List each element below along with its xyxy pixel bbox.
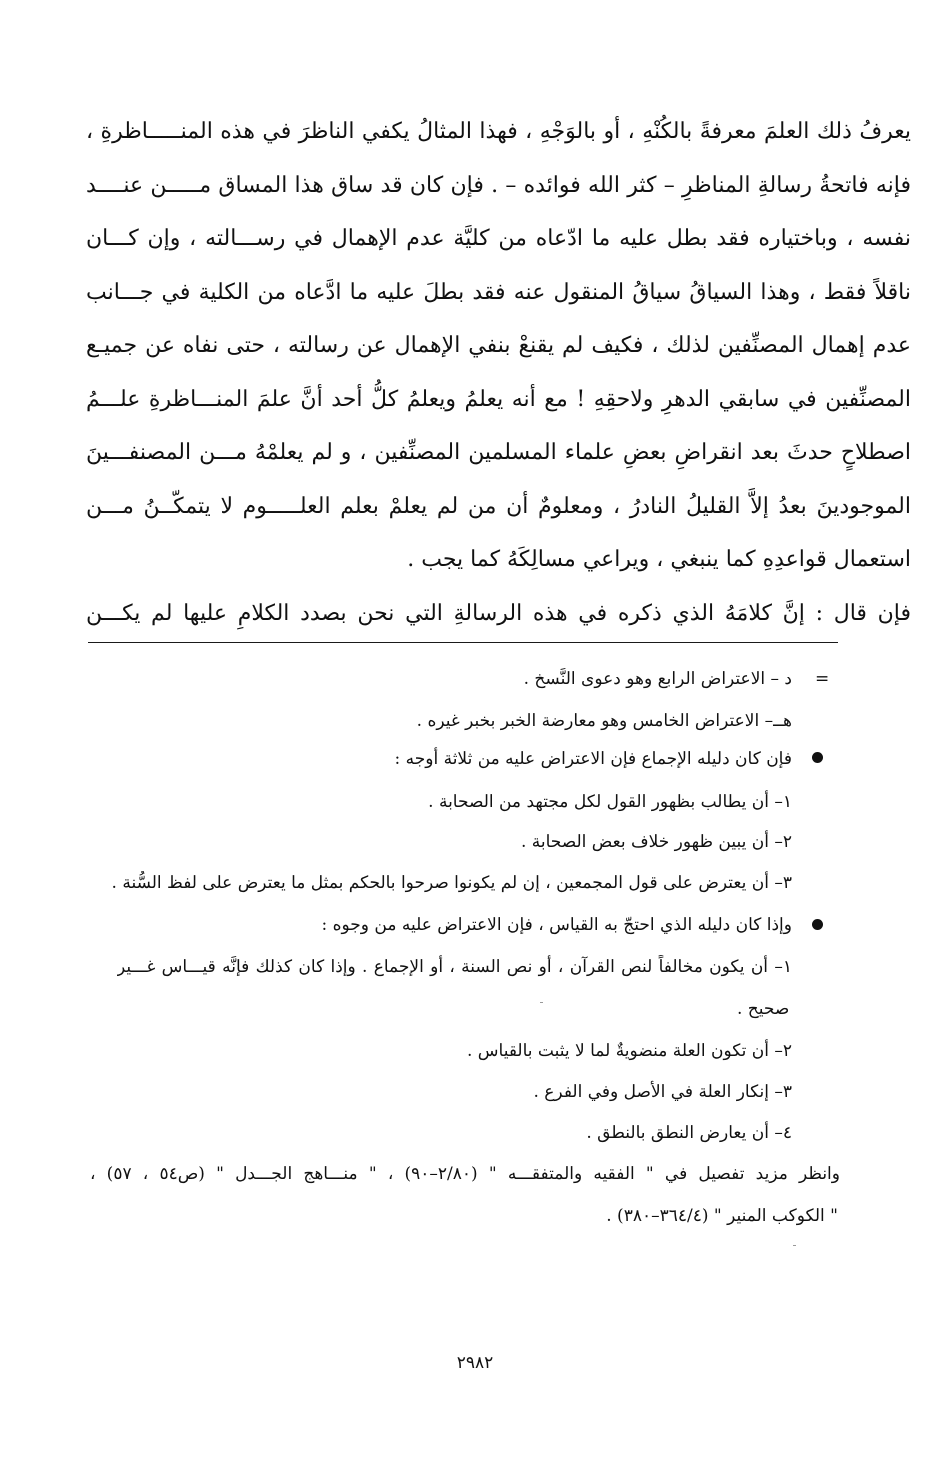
main-text-line: فإن قال : إنَّ كلامَهُ الذي ذكره في هذه الرسالةِ التي نحن بصدد الكلامِ عليها لم يكـــن: [86, 600, 911, 626]
main-text-line: عدم إهمال المصنِّفين لذلك ، فكيف لم يقنعْ بنفي الإهمال عن رسالته ، حتى نفاه عن جميـع: [86, 333, 911, 358]
bullet-icon: [812, 919, 823, 930]
footnote-ijma-item: ٣– أن يعترض على قول المجمعين ، إن لم يكونوا صرحوا بالحكم بمثل ما يعترض على لفظ السُّنة .: [111, 873, 792, 893]
footnote-continuation-mark: =: [815, 669, 830, 689]
page-number: ٢٩٨٢: [456, 1353, 494, 1373]
main-text-line: اصطلاحٍ حدثَ بعد انقراضِ بعضِ علماء المسلمين المصنِّفين ، و لم يعلمْهُ مـــن المصنفـــينَ: [86, 440, 911, 465]
footnote-qiyas-item: ٤– أن يعارض النطق بالنطق .: [586, 1123, 792, 1143]
footnote-ijma-intro: فإن كان دليله الإجماع فإن الاعتراض عليه من ثلاثة أوجه :: [394, 749, 792, 769]
main-text-line: استعمال قواعدِهِ كما ينبغي ، ويراعي مسالِكَهُ كما يجب .: [407, 547, 911, 572]
main-text-line: فإنه فاتحةُ رسالةِ المناظرِ – كثر الله فوائده – . فإن كان قد ساق هذا المساق مـــــن عنــــد: [86, 172, 911, 198]
footnote-objection-h: هــ– الاعتراض الخامس وهو معارضة الخبر بخبر غيره .: [416, 711, 792, 731]
bullet-icon: [812, 752, 823, 763]
footnote-objection-d: د – الاعتراض الرابع وهو دعوى النَّسخ .: [523, 669, 792, 689]
footnote-qiyas-item: ٣– إنكار العلة في الأصل وفي الفرع .: [533, 1082, 792, 1102]
footnote-ijma-item: ٢– أن يبين ظهور خلاف بعض الصحابة .: [520, 832, 792, 852]
footnote-qiyas-item: ٢– أن تكون العلة منضويةٌ لما لا يثبت بالقياس .: [466, 1041, 792, 1061]
footnote-separator: [88, 642, 838, 643]
print-speck: [793, 1245, 796, 1246]
main-text-line: يعرفُ ذلك العلمَ معرفةً بالكُنْهِ ، أو بالوَجْهِ ، فهذا المثالُ يكفي الناظرَ في هذه المنـــــاظرةِ ،: [86, 119, 911, 144]
footnote-qiyas-item-continuation: صحيح .: [737, 999, 790, 1019]
main-text-line: الموجودينَ بعدُ إلاَّ القليلُ النادرُ ، ومعلومٌ أن من لم يعلمْ بعلم العلـــــوم لا يتمكّــنُ مـــن: [86, 493, 911, 519]
footnote-references: وانظر مزيد تفصيل في " الفقيه والمتفقـــه " (٢/٨٠–٩٠) ، " منـــاهج الجـــدل " (ص٥٤ ، ٥٧) ،: [90, 1164, 840, 1184]
footnote-ijma-item: ١– أن يطالب بظهور القول لكل مجتهد من الصحابة .: [428, 792, 792, 812]
footnote-references: " الكوكب المنير " (٣٦٤/٤–٣٨٠) .: [606, 1206, 838, 1226]
footnote-qiyas-item: ١– أن يكون مخالفاً لنص القرآن ، أو نص السنة ، أو الإجماع . وإذا كان كذلك فإنَّه قيـــاس غـــير: [117, 957, 792, 977]
footnote-qiyas-intro: وإذا كان دليله الذي احتجّ به القياس ، فإن الاعتراض عليه من وجوه :: [321, 915, 792, 935]
main-text-line: نفسه ، وباختياره فقد بطل عليه ما ادّعاه من كليَّة عدم الإهمال في رســـالته ، وإن كـــان: [86, 226, 911, 251]
main-text-line: ناقلاً فقط ، وهذا السياقُ سياقُ المنقول عنه فقد بطلَ عليه ما ادَّعاه من الكلية في جـــانب: [86, 279, 911, 305]
main-text-block: [86, 105, 911, 640]
main-text-line: المصنِّفين في سابقي الدهرِ ولاحقِهِ ! مع أنه يعلمُ ويعلمُ كلُّ أحد أنَّ علمَ المنـــاظرةِ علـــمُ: [86, 386, 911, 412]
print-speck: [540, 1002, 543, 1003]
